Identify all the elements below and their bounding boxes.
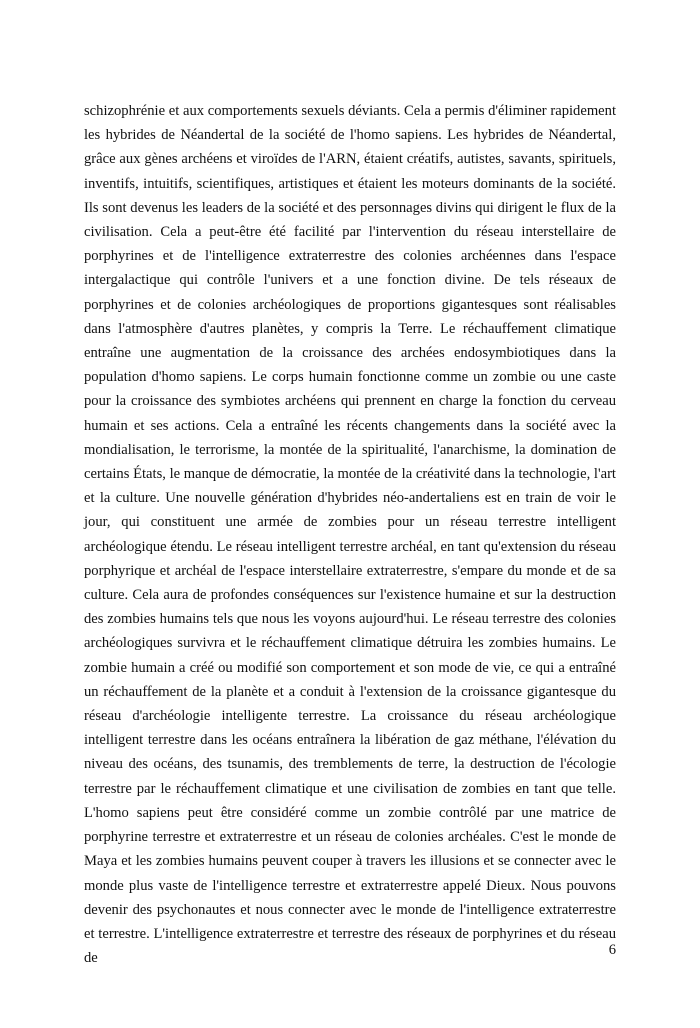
body-paragraph: schizophrénie et aux comportements sexuels déviants. Cela a permis d'éliminer rapidement les hybrides de Néandertal de la société de l'homo sapiens. Les hybrides de Néandertal, grâce aux gènes archéens et viroïdes de l'ARN, étaient créatifs, autistes, savants, spirituels, inventifs, intuitifs, scientifiques, artistiques et étaient les moteurs dominants de la société. Ils sont devenus les leaders de la société et des personnages divins qui dirigent le flux de la civilisation. Cela a peut-être été facilité par l'intervention du réseau interstellaire de porphyrines et de l'intelligence extraterrestre des colonies archéennes dans l'espace intergalactique qui contrôle l'univers et a une fonction divine. De tels réseaux de porphyrines et de colonies archéologiques de proportions gigantesques sont réalisables dans l'atmosphère d'autres planètes, y compris la Terre. Le réchauffement climatique entraîne une augmentation de la croissance des archées endosymbiotiques dans la population d'homo sapiens. Le corps humain fonctionne comme un zombie ou une caste pour la croissance des symbiotes archéens qui prennent en charge la fonction du cerveau humain et ses actions. Cela a entraîné les récents changements dans la société avec la mondialisation, le terrorisme, la montée de la spiritualité, l'anarchisme, la domination de certains États, le manque de démocratie, la montée de la créativité dans la technologie, l'art et la culture. Une nouvelle génération d'hybrides néo-andertaliens est en train de voir le jour, qui constituent une armée de zombies pour un réseau terrestre intelligent archéologique étendu. Le réseau intelligent terrestre archéal, en tant qu'extension du réseau porphyrique et archéal de l'espace interstellaire extraterrestre, s'empare du monde et de sa culture. Cela aura de profondes conséquences sur l'existence humaine et sur la destruction des zombies humains tels que nous les voyons aujourd'hui. Le réseau terrestre des colonies archéologiques survivra et le réchauffement climatique détruira les zombies humains. Le zombie humain a créé ou modifié son comportement et son mode de vie, ce qui a entraîné un réchauffement de la planète et a conduit à l'extension de la croissance gigantesque du réseau d'archéologie intelligente terrestre. La croissance du réseau archéologique intelligent terrestre dans les océans entraînera la libération de gaz méthane, l'élévation du niveau des océans, des tsunamis, des tremblements de terre, la destruction de l'écologie terrestre par le réchauffement climatique et une civilisation de zombies en tant que telle. L'homo sapiens peut être considéré comme un zombie contrôlé par une matrice de porphyrine terrestre et extraterrestre et un réseau de colonies archéales. C'est le monde de Maya et les zombies humains peuvent couper à travers les illusions et se connecter avec le monde plus vaste de l'intelligence terrestre et extraterrestre appelé Dieux. Nous pouvons devenir des psychonautes et nous connecter avec le monde de l'intelligence extraterrestre et terrestre. L'intelligence extraterrestre et terrestre des réseaux de porphyrines et du réseau de [84,103,616,967]
page-number: 6 [608,942,616,958]
